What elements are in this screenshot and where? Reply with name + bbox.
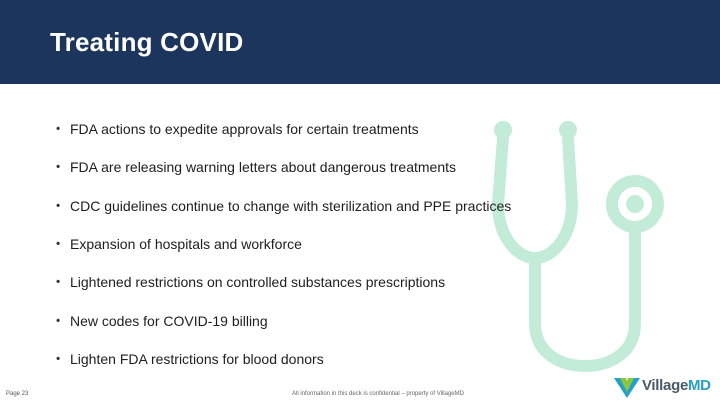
bullet-dot: • (56, 159, 61, 174)
bullet-text: FDA are releasing warning letters about dangerous treatments (70, 159, 456, 176)
confidential-notice: All information in this deck is confidential – property of VillageMD (292, 391, 464, 397)
bullet-text: Lightened restrictions on controlled substances prescriptions (70, 274, 446, 291)
logo-wordmark (642, 377, 711, 394)
bullet-dot: • (56, 236, 61, 251)
bullet-text: FDA actions to expedite approvals for certain treatments (70, 121, 419, 138)
bullet-item (56, 187, 511, 225)
slide-title: Treating COVID (50, 27, 244, 57)
bullet-text: Lighten FDA restrictions for blood donors (70, 350, 324, 367)
logo-md-text: MD (687, 377, 711, 394)
bullet-item (56, 340, 511, 378)
bullet-dot: • (56, 274, 61, 289)
bullet-item (56, 263, 511, 301)
bullet-text: New codes for COVID-19 billing (70, 312, 268, 329)
bullet-item (56, 110, 511, 148)
title-bar (0, 0, 720, 84)
bullet-list (56, 110, 511, 378)
villagemd-logo (612, 374, 716, 400)
logo-village-text: Village (642, 377, 688, 394)
bullet-dot: • (56, 198, 61, 213)
bullet-dot: • (56, 312, 61, 327)
bullet-item (56, 225, 511, 263)
bullet-text: Expansion of hospitals and workforce (70, 236, 302, 253)
bullet-item (56, 148, 511, 186)
logo-chevron-icon (612, 374, 642, 400)
bullet-text: CDC guidelines continue to change with sterilization and PPE practices (70, 197, 512, 214)
bullet-item (56, 301, 511, 339)
bullet-dot: • (56, 351, 61, 366)
page-number: Page 23 (6, 391, 29, 397)
bullet-dot: • (56, 121, 61, 136)
